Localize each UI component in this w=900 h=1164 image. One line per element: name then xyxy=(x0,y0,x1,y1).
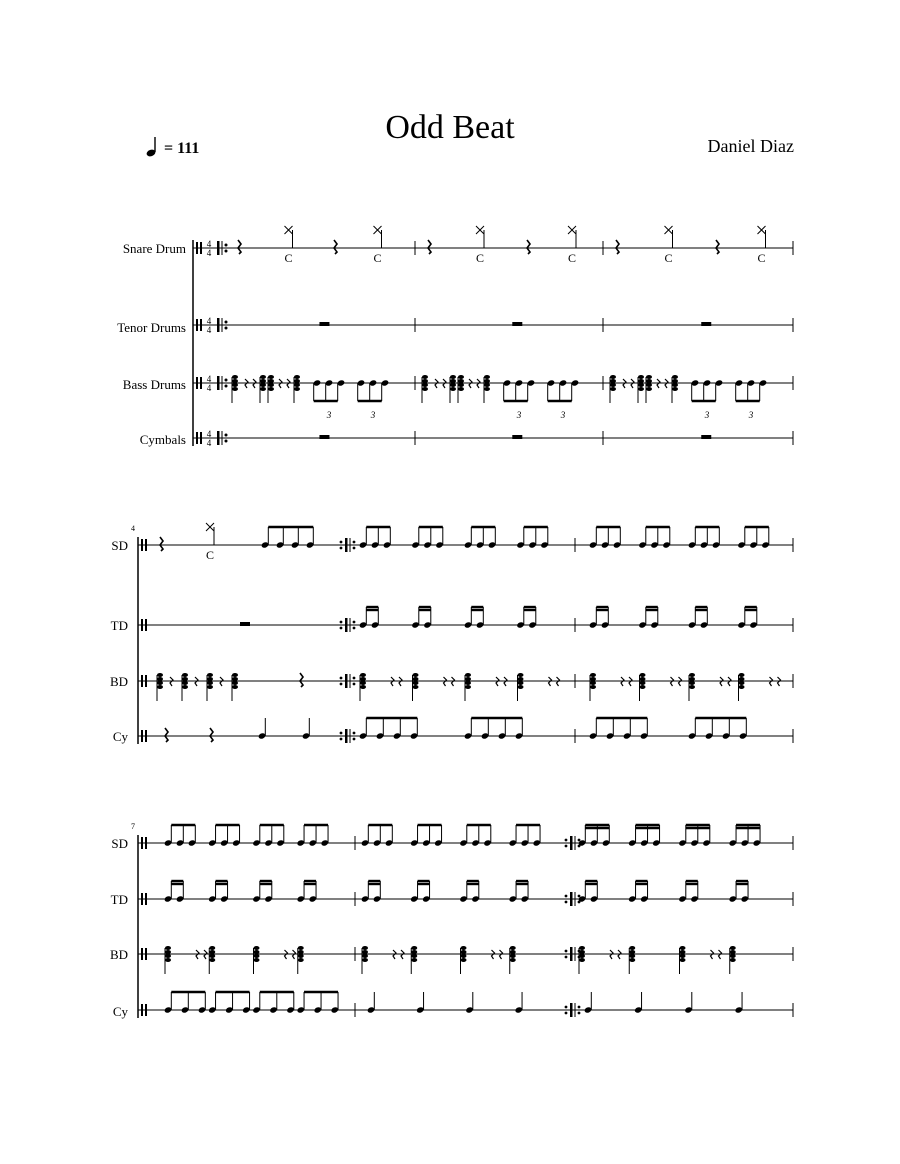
notehead xyxy=(638,379,644,383)
notehead xyxy=(268,375,274,379)
notehead xyxy=(209,958,215,962)
repeat-barline xyxy=(570,836,573,850)
notehead xyxy=(484,379,490,383)
notehead xyxy=(411,954,417,958)
repeat-barline xyxy=(345,618,348,632)
instrument-abbr-cy: Cy xyxy=(112,1004,128,1019)
notehead xyxy=(294,375,300,379)
notehead xyxy=(182,685,188,689)
notehead xyxy=(254,950,260,954)
notehead xyxy=(232,677,238,681)
percussion-clef xyxy=(141,730,143,742)
percussion-clef xyxy=(200,432,202,444)
notehead xyxy=(579,946,585,950)
notehead xyxy=(157,677,163,681)
repeat-dot xyxy=(353,683,356,686)
notehead xyxy=(640,677,646,681)
notehead xyxy=(232,387,238,391)
repeat-dot xyxy=(353,547,356,550)
percussion-clef xyxy=(141,893,143,905)
notehead xyxy=(298,950,304,954)
notehead xyxy=(450,383,456,387)
notehead xyxy=(422,387,428,391)
notehead xyxy=(610,375,616,379)
notehead xyxy=(165,958,171,962)
notehead xyxy=(209,950,215,954)
percussion-clef xyxy=(145,837,147,849)
notehead xyxy=(484,383,490,387)
note-letter: C xyxy=(284,251,293,265)
repeat-barline xyxy=(345,729,348,743)
notehead xyxy=(413,677,419,681)
repeat-dot xyxy=(340,621,343,624)
notehead xyxy=(610,379,616,383)
notehead xyxy=(484,387,490,391)
notehead xyxy=(590,673,596,677)
notehead xyxy=(672,379,678,383)
notehead xyxy=(461,950,467,954)
repeat-dot xyxy=(353,621,356,624)
notehead xyxy=(458,383,464,387)
repeat-barline xyxy=(570,1003,573,1017)
notehead xyxy=(465,677,471,681)
notehead xyxy=(413,685,419,689)
percussion-clef xyxy=(141,837,143,849)
notehead xyxy=(157,681,163,685)
tuplet-number: 3 xyxy=(326,410,332,420)
notehead xyxy=(182,677,188,681)
note-letter: C xyxy=(205,548,215,562)
measure-number: 7 xyxy=(131,822,135,831)
notehead xyxy=(260,379,266,383)
repeat-dot xyxy=(578,839,581,842)
whole-rest xyxy=(512,435,522,439)
notehead xyxy=(510,958,516,962)
quarter-rest xyxy=(428,240,431,254)
notehead xyxy=(232,379,238,383)
notehead xyxy=(268,387,274,391)
measure-number: 4 xyxy=(131,524,135,533)
repeat-dot xyxy=(578,1006,581,1009)
notehead xyxy=(638,383,644,387)
percussion-clef xyxy=(145,1004,147,1016)
notehead xyxy=(510,950,516,954)
percussion-clef xyxy=(141,539,143,551)
time-signature-bottom: 4 xyxy=(206,325,212,335)
notehead xyxy=(646,387,652,391)
notehead xyxy=(458,379,464,383)
notehead xyxy=(680,946,686,950)
notehead xyxy=(590,681,596,685)
notehead xyxy=(465,685,471,689)
repeat-dot xyxy=(565,901,568,904)
repeat-barline xyxy=(217,431,220,445)
repeat-dot xyxy=(225,385,228,388)
notehead xyxy=(207,685,213,689)
notehead xyxy=(672,383,678,387)
notehead xyxy=(165,946,171,950)
notehead xyxy=(362,954,368,958)
notehead xyxy=(510,946,516,950)
notehead xyxy=(157,685,163,689)
notehead xyxy=(629,954,635,958)
repeat-dot xyxy=(565,1012,568,1015)
notehead xyxy=(461,954,467,958)
repeat-barline xyxy=(217,241,220,255)
notehead xyxy=(207,681,213,685)
notehead xyxy=(362,946,368,950)
notehead xyxy=(518,677,524,681)
percussion-clef xyxy=(145,539,147,551)
notehead xyxy=(294,387,300,391)
instrument-abbr-sd: SD xyxy=(111,836,128,851)
notehead xyxy=(739,681,745,685)
instrument-name-cymbals: Cymbals xyxy=(139,432,186,447)
time-signature-top: 4 xyxy=(206,374,212,384)
tuplet-number: 3 xyxy=(516,410,522,420)
percussion-clef xyxy=(196,432,198,444)
repeat-dot xyxy=(340,677,343,680)
notehead xyxy=(672,375,678,379)
percussion-clef xyxy=(196,242,198,254)
quarter-rest xyxy=(238,240,241,254)
composer-name: Daniel Diaz xyxy=(707,136,794,156)
notehead xyxy=(413,681,419,685)
repeat-dot xyxy=(353,627,356,630)
percussion-clef xyxy=(145,948,147,960)
repeat-barline xyxy=(217,376,220,390)
notehead xyxy=(590,677,596,681)
notehead xyxy=(254,958,260,962)
repeat-dot xyxy=(353,677,356,680)
percussion-clef xyxy=(196,377,198,389)
whole-rest xyxy=(701,435,711,439)
quarter-rest xyxy=(527,240,530,254)
notehead xyxy=(461,958,467,962)
notehead xyxy=(298,946,304,950)
notehead xyxy=(254,954,260,958)
percussion-clef xyxy=(141,619,143,631)
notehead xyxy=(638,387,644,391)
repeat-dot xyxy=(225,321,228,324)
percussion-clef xyxy=(200,377,202,389)
repeat-dot xyxy=(565,956,568,959)
repeat-barline xyxy=(570,947,573,961)
time-signature-top: 4 xyxy=(206,316,212,326)
quarter-rest xyxy=(300,673,303,687)
instrument-abbr-td: TD xyxy=(110,892,128,907)
instrument-abbr-td: TD xyxy=(110,618,128,633)
notehead xyxy=(646,375,652,379)
notehead xyxy=(232,383,238,387)
notehead xyxy=(422,375,428,379)
repeat-dot xyxy=(225,244,228,247)
tempo-value: = 111 xyxy=(164,140,200,157)
quarter-rest xyxy=(165,728,168,742)
notehead xyxy=(458,375,464,379)
percussion-clef xyxy=(196,319,198,331)
notehead xyxy=(590,685,596,689)
notehead xyxy=(646,379,652,383)
notehead xyxy=(165,954,171,958)
notehead xyxy=(207,673,213,677)
notehead xyxy=(232,673,238,677)
notehead xyxy=(294,379,300,383)
repeat-dot xyxy=(225,440,228,443)
notehead xyxy=(680,954,686,958)
repeat-dot xyxy=(565,950,568,953)
time-signature-top: 4 xyxy=(206,239,212,249)
time-signature-bottom: 4 xyxy=(206,438,212,448)
notehead xyxy=(232,375,238,379)
notehead xyxy=(450,387,456,391)
notehead xyxy=(730,946,736,950)
notehead xyxy=(646,383,652,387)
notehead xyxy=(730,958,736,962)
notehead xyxy=(465,673,471,677)
quarter-rest xyxy=(160,537,163,551)
notehead xyxy=(422,383,428,387)
instrument-name-snare: Snare Drum xyxy=(122,241,186,256)
notehead xyxy=(518,685,524,689)
notehead xyxy=(730,954,736,958)
whole-rest xyxy=(319,322,329,326)
repeat-barline xyxy=(345,674,348,688)
notehead xyxy=(411,946,417,950)
notehead xyxy=(640,681,646,685)
notehead xyxy=(260,383,266,387)
repeat-dot xyxy=(578,895,581,898)
score-title: Odd Beat xyxy=(385,109,515,146)
repeat-dot xyxy=(225,434,228,437)
time-signature-bottom: 4 xyxy=(206,383,212,393)
notehead xyxy=(294,383,300,387)
percussion-clef xyxy=(200,242,202,254)
percussion-clef xyxy=(141,675,143,687)
instrument-name-bass: Bass Drums xyxy=(122,377,186,392)
notehead xyxy=(518,673,524,677)
repeat-dot xyxy=(353,541,356,544)
notehead xyxy=(360,685,366,689)
note-letter: C xyxy=(373,251,382,265)
notehead xyxy=(739,673,745,677)
notehead xyxy=(689,681,695,685)
notehead xyxy=(413,673,419,677)
notehead xyxy=(298,958,304,962)
notehead xyxy=(450,379,456,383)
notehead xyxy=(182,681,188,685)
notehead xyxy=(207,677,213,681)
repeat-barline xyxy=(345,538,348,552)
notehead xyxy=(232,681,238,685)
repeat-dot xyxy=(225,250,228,253)
repeat-dot xyxy=(340,541,343,544)
notehead xyxy=(411,958,417,962)
percussion-clef xyxy=(145,675,147,687)
notehead xyxy=(629,946,635,950)
instrument-abbr-sd: SD xyxy=(111,538,128,553)
notehead xyxy=(268,383,274,387)
time-signature-top: 4 xyxy=(206,429,212,439)
notehead xyxy=(629,958,635,962)
notehead xyxy=(640,673,646,677)
tuplet-number: 3 xyxy=(704,410,710,420)
repeat-dot xyxy=(340,627,343,630)
repeat-dot xyxy=(565,895,568,898)
notehead xyxy=(450,375,456,379)
percussion-clef xyxy=(145,893,147,905)
notehead xyxy=(362,950,368,954)
repeat-dot xyxy=(340,683,343,686)
notehead xyxy=(360,677,366,681)
notehead xyxy=(484,375,490,379)
repeat-dot xyxy=(353,732,356,735)
percussion-clef xyxy=(141,1004,143,1016)
notehead xyxy=(672,387,678,391)
tuplet-number: 3 xyxy=(748,410,754,420)
notehead xyxy=(640,685,646,689)
quarter-rest xyxy=(210,728,213,742)
quarter-rest xyxy=(334,240,337,254)
notehead xyxy=(610,387,616,391)
notehead xyxy=(165,950,171,954)
notehead xyxy=(360,681,366,685)
notehead xyxy=(232,685,238,689)
notehead xyxy=(209,946,215,950)
percussion-clef xyxy=(200,319,202,331)
notehead xyxy=(689,685,695,689)
notehead xyxy=(465,681,471,685)
notehead xyxy=(680,958,686,962)
notehead xyxy=(730,950,736,954)
instrument-abbr-bd: BD xyxy=(109,674,128,689)
instrument-name-tenor: Tenor Drums xyxy=(117,320,186,335)
instrument-abbr-cy: Cy xyxy=(112,729,128,744)
repeat-barline xyxy=(570,892,573,906)
notehead xyxy=(209,954,215,958)
instrument-abbr-bd: BD xyxy=(109,947,128,962)
notehead xyxy=(422,379,428,383)
notehead xyxy=(461,946,467,950)
whole-rest xyxy=(319,435,329,439)
repeat-dot xyxy=(565,845,568,848)
notehead xyxy=(260,387,266,391)
notehead xyxy=(579,954,585,958)
note-letter: C xyxy=(567,251,577,265)
note-letter: C xyxy=(757,251,766,265)
time-signature-bottom: 4 xyxy=(206,248,212,258)
repeat-dot xyxy=(225,327,228,330)
note-letter: C xyxy=(475,251,485,265)
notehead xyxy=(298,954,304,958)
notehead xyxy=(689,677,695,681)
repeat-dot xyxy=(225,379,228,382)
notehead xyxy=(629,950,635,954)
tuplet-number: 3 xyxy=(370,410,376,420)
repeat-dot xyxy=(565,839,568,842)
repeat-dot xyxy=(340,732,343,735)
whole-rest xyxy=(701,322,711,326)
quarter-rest xyxy=(616,240,619,254)
whole-rest xyxy=(512,322,522,326)
notehead xyxy=(411,950,417,954)
tuplet-number: 3 xyxy=(560,410,566,420)
notehead xyxy=(510,954,516,958)
notehead xyxy=(689,673,695,677)
notehead xyxy=(638,375,644,379)
repeat-dot xyxy=(565,1006,568,1009)
percussion-clef xyxy=(141,948,143,960)
notehead xyxy=(260,375,266,379)
notehead xyxy=(680,950,686,954)
notehead xyxy=(579,958,585,962)
notehead xyxy=(739,677,745,681)
notehead xyxy=(458,387,464,391)
notehead xyxy=(518,681,524,685)
notehead xyxy=(362,958,368,962)
notehead xyxy=(157,673,163,677)
repeat-dot xyxy=(340,738,343,741)
notehead xyxy=(579,950,585,954)
note-letter: C xyxy=(664,251,673,265)
notehead xyxy=(360,673,366,677)
repeat-dot xyxy=(578,1012,581,1015)
notehead xyxy=(739,685,745,689)
percussion-clef xyxy=(145,730,147,742)
repeat-dot xyxy=(340,547,343,550)
repeat-barline xyxy=(217,318,220,332)
repeat-dot xyxy=(353,738,356,741)
notehead xyxy=(268,379,274,383)
percussion-clef xyxy=(145,619,147,631)
notehead xyxy=(182,673,188,677)
notehead xyxy=(254,946,260,950)
quarter-rest xyxy=(716,240,719,254)
whole-rest xyxy=(240,622,250,626)
notehead xyxy=(610,383,616,387)
